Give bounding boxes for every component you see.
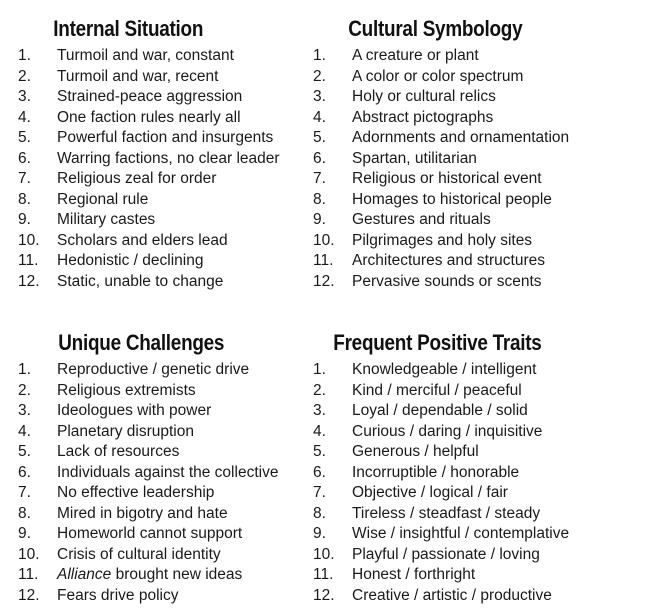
item-text: Abstract pictographs: [352, 108, 494, 126]
item-text: Religious extremists: [57, 381, 196, 399]
item-text: Military castes: [57, 211, 156, 228]
list-item: [10, 149, 310, 170]
item-text: Turmoil and war, constant: [57, 47, 234, 64]
list-item: [10, 67, 310, 88]
item-text: Individuals against the collective: [57, 463, 279, 481]
item-text: Religious zeal for order: [57, 170, 217, 187]
item-text: Playful / passionate / loving: [352, 545, 540, 563]
item-number: 3.: [313, 402, 326, 419]
item-text: Reproductive / genetic drive: [57, 361, 250, 378]
item-text: One faction rules nearly all: [57, 108, 241, 126]
list-item: [10, 381, 310, 402]
item-text: Tireless / steadfast / steady: [352, 504, 541, 522]
item-number: 9.: [18, 525, 31, 542]
list-item: [10, 565, 310, 586]
unique-challenges-heading: Unique Challenges: [58, 330, 225, 355]
list-item: [10, 442, 310, 463]
item-text: Loyal / dependable / solid: [352, 402, 528, 419]
cultural-symbology-heading: Cultural Symbology: [348, 16, 523, 41]
list-item: [10, 504, 310, 525]
item-number: 4.: [313, 108, 326, 126]
item-text: Turmoil and war, recent: [57, 67, 219, 85]
item-text: Generous / helpful: [352, 443, 479, 460]
item-number: 1.: [18, 361, 31, 378]
list-item: [10, 210, 310, 231]
item-number: 5.: [313, 443, 326, 460]
item-text: Strained-peace aggression: [57, 88, 243, 105]
item-text: Crisis of cultural identity: [57, 545, 221, 563]
item-number: 7.: [18, 170, 31, 187]
list-item: [305, 565, 625, 586]
item-text: [57, 565, 310, 586]
item-number: 1.: [313, 361, 326, 378]
item-text: Incorruptible / honorable: [352, 463, 520, 481]
item-text-rest: brought new ideas: [111, 566, 243, 583]
list-item: [305, 128, 625, 149]
item-text: Knowledgeable / intelligent: [352, 361, 537, 378]
list-item: [10, 483, 310, 504]
item-number: 12.: [18, 586, 40, 604]
list-item: [305, 442, 625, 463]
list-item: [10, 251, 310, 272]
list-item: [305, 231, 625, 252]
item-text: Planetary disruption: [57, 422, 194, 440]
item-number: 10.: [313, 545, 335, 563]
item-text: Warring factions, no clear leader: [57, 149, 280, 167]
item-text: Scholars and elders lead: [57, 231, 228, 249]
item-text: Pilgrimages and holy sites: [352, 231, 533, 249]
item-number: 1.: [18, 47, 31, 64]
item-number: 6.: [313, 463, 326, 481]
item-number: 9.: [313, 211, 326, 228]
item-text: Powerful faction and insurgents: [57, 129, 274, 146]
item-number: 4.: [18, 422, 31, 440]
item-text: Spartan, utilitarian: [352, 149, 477, 167]
list-item: [305, 67, 625, 88]
list-item: [305, 381, 625, 402]
internal-situation-list: [10, 46, 310, 292]
item-number: 11.: [18, 566, 39, 583]
item-text: Pervasive sounds or scents: [352, 272, 542, 290]
item-text: Holy or cultural relics: [352, 88, 496, 105]
list-item: [305, 463, 625, 484]
list-item: [10, 586, 310, 607]
list-item: [10, 87, 310, 108]
internal-situation-table: [10, 14, 310, 292]
list-item: [10, 545, 310, 566]
list-item: [305, 190, 625, 211]
cultural-symbology-table: [305, 14, 625, 292]
list-item: [305, 251, 625, 272]
item-number: 11.: [18, 252, 39, 269]
item-number: 3.: [18, 402, 31, 419]
item-number: 1.: [313, 47, 326, 64]
list-item: [305, 401, 625, 422]
list-item: [305, 483, 625, 504]
item-number: 11.: [313, 566, 334, 583]
item-text: No effective leadership: [57, 484, 215, 501]
list-item: [10, 272, 310, 293]
item-text: Lack of resources: [57, 443, 180, 460]
item-number: 2.: [18, 67, 31, 85]
list-item: [10, 190, 310, 211]
cultural-symbology-list: [305, 46, 625, 292]
list-item: [305, 422, 625, 443]
item-number: 9.: [313, 525, 326, 542]
item-text: Architectures and structures: [352, 252, 545, 269]
item-text: Mired in bigotry and hate: [57, 504, 228, 522]
item-number: 6.: [18, 149, 31, 167]
item-text: Objective / logical / fair: [352, 484, 508, 501]
item-number: 9.: [18, 211, 31, 228]
item-text: Regional rule: [57, 190, 149, 208]
frequent-positive-traits-heading: Frequent Positive Traits: [333, 330, 542, 355]
item-text-italic: Alliance: [57, 566, 112, 583]
item-text: A creature or plant: [352, 47, 479, 64]
item-number: 4.: [18, 108, 31, 126]
item-text: Wise / insightful / contemplative: [352, 525, 570, 542]
item-number: 12.: [313, 586, 335, 604]
unique-challenges-list: [10, 360, 310, 606]
unique-challenges-table: [10, 328, 310, 606]
list-item: [10, 108, 310, 129]
item-number: 4.: [313, 422, 326, 440]
list-item: [305, 87, 625, 108]
list-item: [305, 108, 625, 129]
list-item: [10, 231, 310, 252]
item-number: 3.: [18, 88, 31, 105]
list-item: [10, 422, 310, 443]
item-number: 11.: [313, 252, 334, 269]
item-number: 8.: [18, 190, 31, 208]
item-number: 7.: [313, 170, 326, 187]
list-item: [305, 524, 625, 545]
item-number: 2.: [313, 381, 326, 399]
item-number: 8.: [18, 504, 31, 522]
list-item: [10, 169, 310, 190]
frequent-positive-traits-table: [305, 328, 625, 606]
item-text: Adornments and ornamentation: [352, 129, 570, 146]
item-text: Static, unable to change: [57, 272, 224, 290]
item-number: 12.: [18, 272, 40, 290]
list-item: [10, 360, 310, 381]
item-number: 5.: [18, 129, 31, 146]
item-number: 6.: [18, 463, 31, 481]
item-number: 5.: [313, 129, 326, 146]
list-item: [305, 504, 625, 525]
list-item: [305, 272, 625, 293]
list-item: [305, 46, 625, 67]
item-number: 7.: [18, 484, 31, 501]
list-item: [10, 463, 310, 484]
list-item: [305, 545, 625, 566]
item-text: Curious / daring / inquisitive: [352, 422, 543, 440]
item-text: Creative / artistic / productive: [352, 586, 552, 604]
item-text: Ideologues with power: [57, 402, 212, 419]
item-number: 2.: [313, 67, 326, 85]
item-text: Hedonistic / declining: [57, 252, 204, 269]
list-item: [10, 524, 310, 545]
item-text: Fears drive policy: [57, 586, 179, 604]
item-text: Religious or historical event: [352, 170, 542, 187]
list-item: [305, 169, 625, 190]
item-number: 12.: [313, 272, 335, 290]
item-number: 5.: [18, 443, 31, 460]
item-number: 10.: [313, 231, 335, 249]
item-text: Honest / forthright: [352, 566, 476, 583]
list-item: [10, 401, 310, 422]
item-number: 10.: [18, 231, 40, 249]
item-text: Kind / merciful / peaceful: [352, 381, 522, 399]
list-item: [10, 46, 310, 67]
internal-situation-heading: Internal Situation: [53, 16, 204, 41]
frequent-positive-traits-list: [305, 360, 625, 606]
item-text: A color or color spectrum: [352, 67, 524, 85]
item-text: Homeworld cannot support: [57, 525, 243, 542]
list-item: [10, 128, 310, 149]
list-item: [305, 586, 625, 607]
item-text: Gestures and rituals: [352, 211, 491, 228]
item-number: 3.: [313, 88, 326, 105]
item-number: 2.: [18, 381, 31, 399]
list-item: [305, 149, 625, 170]
item-number: 8.: [313, 504, 326, 522]
item-number: 8.: [313, 190, 326, 208]
item-number: 7.: [313, 484, 326, 501]
list-item: [305, 210, 625, 231]
item-number: 6.: [313, 149, 326, 167]
item-number: 10.: [18, 545, 40, 563]
item-text: Homages to historical people: [352, 190, 552, 208]
list-item: [305, 360, 625, 381]
